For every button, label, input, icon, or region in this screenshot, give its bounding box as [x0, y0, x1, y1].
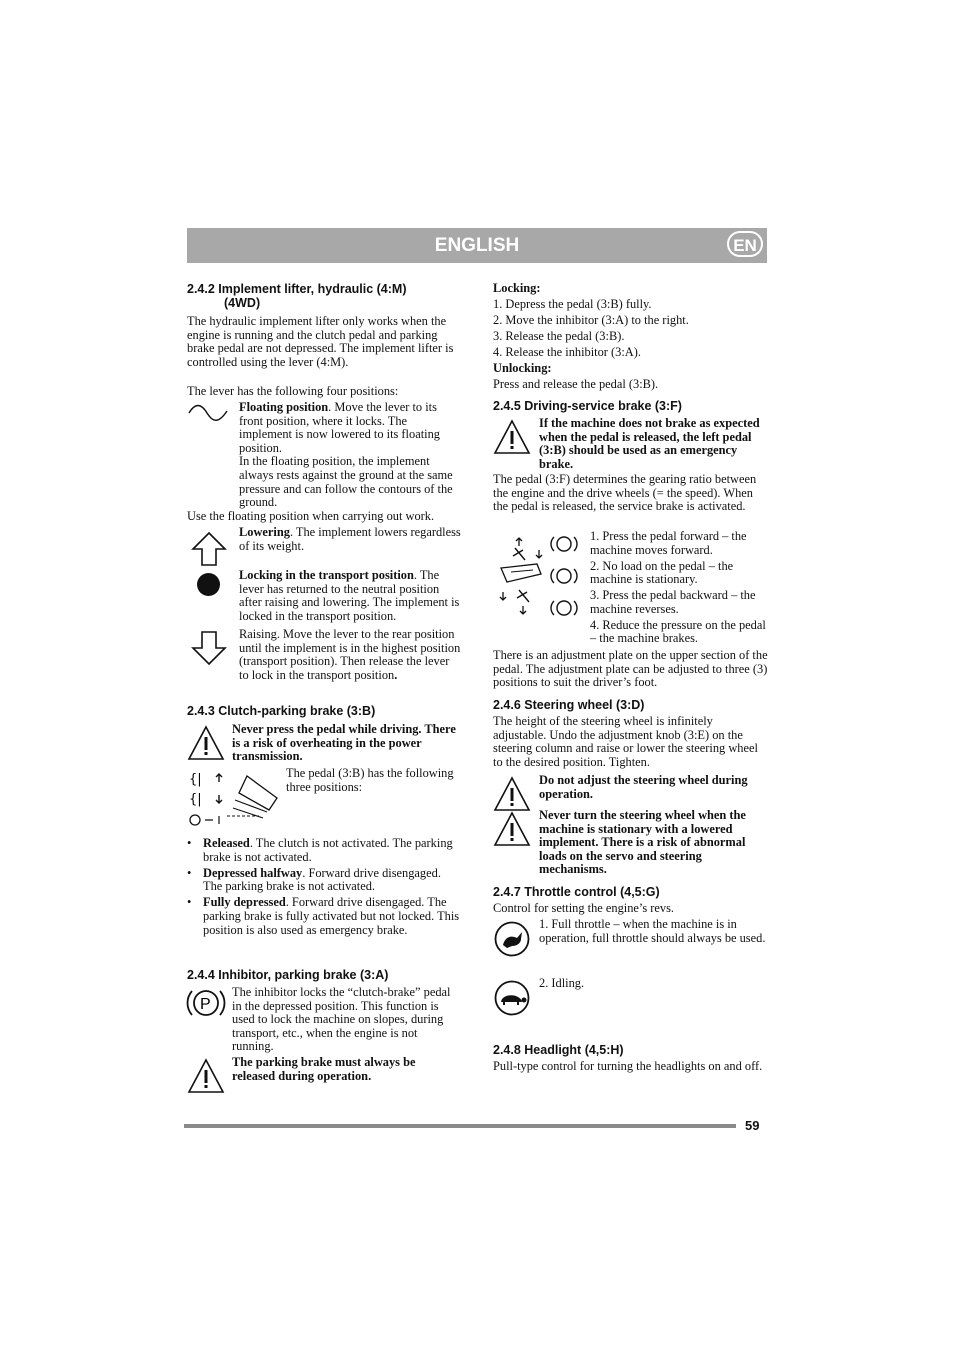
warning-triangle-icon [187, 1058, 225, 1094]
svg-text:{|: {| [189, 792, 202, 807]
list-item: 1. Depress the pedal (3:B) fully. [493, 297, 652, 311]
throttle-text: Control for setting the engine’s revs. [493, 901, 675, 915]
heading-2-4-6: 2.4.6 Steering wheel (3:D) [493, 698, 645, 712]
positions-intro: The lever has the following four positions: [187, 384, 399, 398]
language-title: ENGLISH [434, 235, 520, 256]
inhibitor-description: The inhibitor locks the “clutch-brake” pedal in the depressed position. This function is used to lock the machine on slopes, during transport, etc., when the engine is not running. [232, 985, 451, 1054]
warning-triangle-icon [493, 419, 531, 455]
locking-description: Locking in the transport position. The lever has returned to the neutral position after raising and lowering. The implement is locked in the transport position. [239, 568, 460, 623]
lifter-intro: The hydraulic implement lifter only works when the engine is running and the clutch pedal and parking brake pedal are not depressed. The implement lifter is controlled using the lever (4:M). [187, 314, 454, 369]
footer-rule [184, 1124, 736, 1128]
list-item: • Depressed halfway. Forward drive disengaged. The parking brake is not activated. [187, 865, 441, 894]
arrow-down-icon [191, 630, 227, 666]
parking-brake-warning: The parking brake must always be released during operation. [232, 1055, 416, 1083]
svg-text:P: P [200, 996, 211, 1013]
heading-2-4-2: 2.4.2 Implement lifter, hydraulic (4:M) (4WD) [187, 282, 407, 310]
list-item: • Released. The clutch is not activated. The parking brake is not activated. [187, 836, 453, 864]
clutch-pedal-icon [187, 768, 282, 830]
tortoise-icon [493, 979, 531, 1017]
parking-brake-icon [186, 986, 226, 1020]
service-brake-warning: If the machine does not brake as expected when the pedal is released, the left pedal (3:B) should be used as an emergency brake. [539, 416, 760, 471]
floating-description: Floating position. Move the lever to its front position, where it locks. The implement is now lowered to its floating position. In the floating position, the implement always rests against the ground at the same pressure and can follow the contours of the ground. [239, 400, 453, 510]
steering-warning-1: Do not adjust the steering wheel during operation. [539, 773, 748, 801]
warning-triangle-icon [187, 725, 225, 761]
list-item: 4. Reduce the pressure on the pedal – the machine brakes. [590, 617, 766, 646]
drive-pedal-steps [590, 530, 768, 646]
warning-triangle-icon [493, 776, 531, 812]
page-number: 59 [745, 1118, 760, 1133]
adjustment-plate-text: There is an adjustment plate on the upper section of the pedal. The adjustment plate can be adjusted to three (3) positions to suit the driver’s foot. [493, 648, 768, 690]
pedal-positions-list [187, 837, 462, 937]
unlocking-title: Unlocking: [493, 361, 552, 375]
heading-2-4-7: 2.4.7 Throttle control (4,5:G) [493, 885, 660, 899]
clutch-warning: Never press the pedal while driving. There is a risk of overheating in the power transmission. [232, 722, 456, 764]
locking-title: Locking: [493, 281, 541, 295]
svg-text:{|: {| [189, 772, 202, 787]
list-item: 3. Press the pedal backward – the machine reverses. [590, 588, 756, 616]
service-brake-text: The pedal (3:F) determines the gearing ratio between the engine and the drive wheels (= the speed). When the pedal is released, the service brake is activated. [493, 472, 757, 514]
steering-text: The height of the steering wheel is infinitely adjustable. Undo the adjustment knob (3:E) on the steering column and raise or lower the steering wheel to the desired position. Tighten. [493, 714, 758, 769]
list-item: 4. Release the inhibitor (3:A). [493, 344, 641, 359]
unlocking-text: Press and release the pedal (3:B). [493, 377, 659, 391]
floating-use: Use the floating position when carrying out work. [187, 509, 435, 523]
lowering-description: Lowering. The implement lowers regardless of its weight. [239, 525, 461, 553]
heading-2-4-4: 2.4.4 Inhibitor, parking brake (3:A) [187, 968, 389, 982]
language-badge: EN [727, 231, 763, 257]
locking-steps [493, 298, 768, 360]
list-item: • Fully depressed. Forward drive disengaged. The parking brake is fully activated but not locked. This position is also used as emergency brake. [187, 895, 460, 937]
list-item: 1. Press the pedal forward – the machine moves forward. [590, 529, 747, 557]
arrow-up-icon [191, 531, 227, 567]
heading-2-4-5: 2.4.5 Driving-service brake (3:F) [493, 399, 682, 413]
hare-icon [493, 920, 531, 958]
drive-pedal-icon [493, 534, 583, 620]
idling-text: 2. Idling. [539, 976, 585, 990]
warning-triangle-icon [493, 811, 531, 847]
floating-wave-icon [187, 403, 232, 421]
neutral-circle-icon [197, 573, 220, 596]
steering-warning-2: Never turn the steering wheel when the machine is stationary with a lowered implement. There is a risk of abnormal loads on the servo and steering mechanisms. [539, 808, 746, 877]
language-banner [187, 228, 767, 263]
heading-2-4-8: 2.4.8 Headlight (4,5:H) [493, 1043, 624, 1057]
headlight-text: Pull-type control for turning the headlights on and off. [493, 1059, 763, 1073]
raising-description: Raising. Move the lever to the rear position until the implement is in the highest position (transport position). Then release the lever to lock in the transport position. [239, 627, 461, 682]
list-item: 2. Move the inhibitor (3:A) to the right. [493, 312, 689, 327]
list-item: 3. Release the pedal (3:B). [493, 328, 625, 343]
pedal-intro: The pedal (3:B) has the following three positions: [286, 766, 454, 794]
full-throttle-text: 1. Full throttle – when the machine is in operation, full throttle should always be used. [539, 917, 766, 945]
list-item: 2. No load on the pedal – the machine is stationary. [590, 558, 734, 587]
heading-2-4-3: 2.4.3 Clutch-parking brake (3:B) [187, 704, 376, 718]
